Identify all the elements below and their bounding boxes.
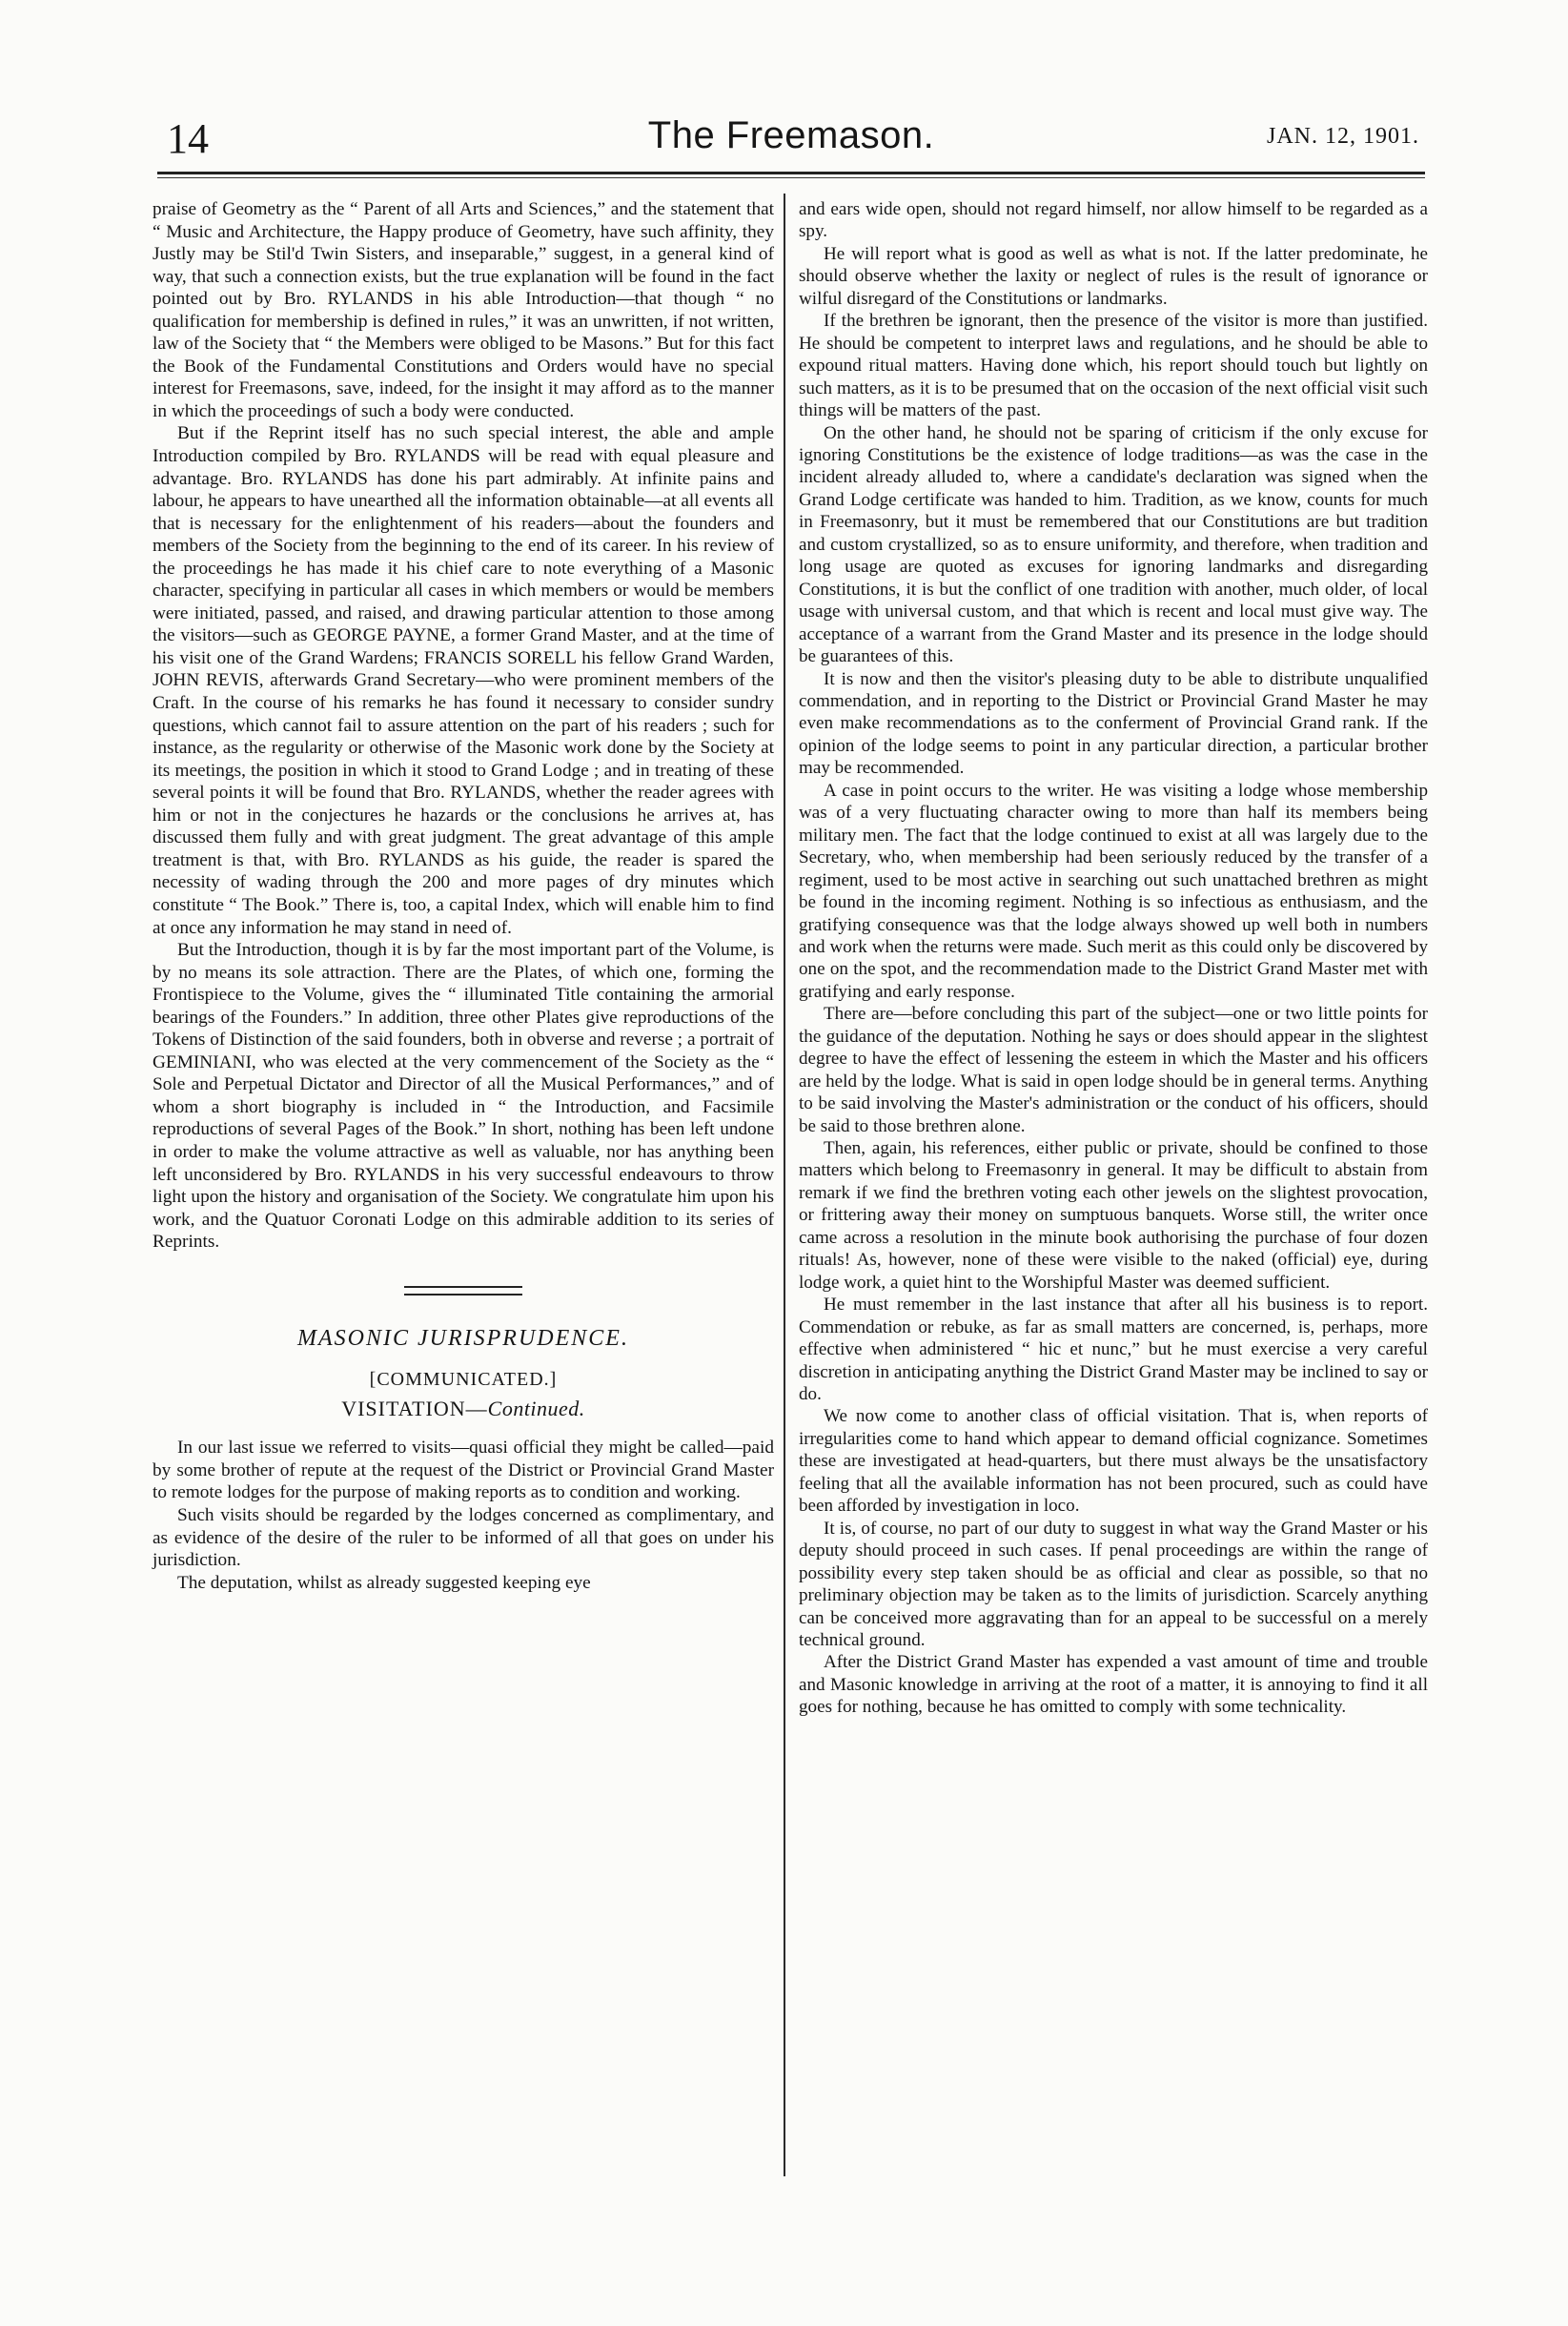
section-divider — [404, 1286, 522, 1296]
article-paragraph: On the other hand, he should not be sparing of criticism if the only excuse for ignoring Constitutions be the existence of lodge traditions—as was the case in the incident already alluded to, where a candidate's declaration was signed when the Grand Lodge certificate was handed to him. Tradition, as we know, counts for much in Freemasonry, but it must be remembered that our Constitutions are but tradition and custom crystallized, so as to ensure uniformity, and therefore, when tradition and long usage are quoted as excuses for ignoring landmarks and disregarding Constitutions, it is but the conflict of one tradition with another, much older, of local usage with universal custom, and that which is recent and local must give way. The acceptance of a warrant from the Grand Master and its presence in the lodge should be guarantees of this. — [799, 422, 1428, 667]
article-paragraph: and ears wide open, should not regard himself, nor allow himself to be regarded as a spy. — [799, 199, 1428, 242]
subheading-text: VISITATION— — [341, 1396, 488, 1420]
article-paragraph: Then, again, his references, either public or private, should be confined to those matters which belong to Freemasonry in general. It may be difficult to abstain from remark if we find the brethren voting each other jewels on the slightest provocation, or frittering away their money on sumptuous banquets. Worse still, the writer once came across a resolution in the minute book authorising the purchase of four dozen rituals! As, however, none of these were visible to the naked (official) eye, during lodge work, a quiet hint to the Worshipful Master was deemed sufficient. — [799, 1138, 1428, 1293]
article-paragraph: But the Introduction, though it is by far the most important part of the Volume, is by no means its sole attraction. There are the Plates, of which one, forming the Frontispiece to the Volume, gives the “ illuminated Title containing the armorial bearings of the Founders.” In addition, three other Plates give reproductions of the Tokens of Distinction of the said founders, both in obverse and reverse ; a portrait of GEMINIANI, who was elected at the very commencement of the Society as the “ Sole and Perpetual Dictator and Director of all the Musical Performances,” and of whom a short biography is included in “ the Introduction, and Facsimile reproductions of several Pages of the Book.” In short, nothing has been left undone in order to make the volume attractive as well as valuable, nor has anything been left unconsidered by Bro. RYLANDS in his very successful endeavours to throw light upon the history and organisation of the Society. We congratulate him upon his work, and the Quatuor Coronati Lodge on this admirable addition to its series of Reprints. — [153, 940, 774, 1253]
article-paragraph: It is, of course, no part of our duty to suggest in what way the Grand Master or his deputy should proceed in such cases. If penal proceedings are within the range of possibility every step taken should be as official and clear as possible, so that no preliminary objection may be taken as to the limits of jurisdiction. Scarcely anything can be conceived more aggravating than for an appeal to be successful on a merely technical ground. — [799, 1518, 1428, 1650]
section-subheading — [153, 1398, 774, 1420]
article-paragraph: After the District Grand Master has expended a vast amount of time and trouble and Masonic knowledge in arriving at the root of a matter, it is annoying to find it all goes for nothing, because he has omitted to comply with some technicality. — [799, 1652, 1428, 1718]
article-paragraph: A case in point occurs to the writer. He was visiting a lodge whose membership was of a very fluctuating character owing to more than half its members being military men. The fact that the lodge continued to exist at all was largely due to the Secretary, who, when membership had been seriously reduced by the transfer of a regiment, used to be most active in searching out such unattached brethren as might be found in the incoming regiment. Nothing is so infectious as enthusiasm, and the gratifying consequence was that the lodge always showed up well both in numbers and work when the returns were made. Such merit as this could only be discovered by one on the spot, and the recommendation made to the District Grand Master met with gratifying and early response. — [799, 780, 1428, 1002]
left-column — [153, 198, 774, 1594]
section-heading: MASONIC JURISPRUDENCE. — [297, 1325, 629, 1351]
journal-title: The Freemason. — [647, 114, 935, 156]
article-paragraph: The deputation, whilst as already suggested keeping eye — [177, 1572, 591, 1593]
header-rule-thick — [157, 172, 1425, 174]
page-number: 14 — [167, 115, 209, 162]
column-divider — [784, 194, 785, 2176]
article-paragraph: If the brethren be ignorant, then the presence of the visitor is more than justified. He should be competent to interpret laws and regulations, and he should be able to expound ritual matters. Having done which, his report should touch but lightly on such matters, as it is to be presumed that on the occasion of the next official visit such things will be matters of the past. — [799, 311, 1428, 421]
article-paragraph: Such visits should be regarded by the lodges concerned as complimentary, and as evidence of the desire of the ruler to be informed of all that goes on under his jurisdiction. — [153, 1504, 774, 1571]
article-paragraph: In our last issue we referred to visits—quasi official they might be called—paid by some brother of repute at the request of the District or Provincial Grand Master to remote lodges for the purpose of making reports as to condition and working. — [153, 1438, 774, 1503]
subheading-continued: Continued. — [487, 1396, 585, 1420]
article-paragraph: He must remember in the last instance that after all his business is to report. Commendation or rebuke, as far as small matters are concerned, is, perhaps, more effective when administered “ hic et nunc,” but he must exercise a very careful discretion in anticipating anything the District Grand Master may be inclined to say or do. — [799, 1295, 1428, 1405]
issue-date: JAN. 12, 1901. — [1266, 124, 1419, 149]
article-paragraph: There are—before concluding this part of the subject—one or two little points for the guidance of the deputation. Nothing he says or does should appear in the slightest degree to have the effect of lessening the esteem in which the Master and his officers are held by the lodge. What is said in open lodge should be in general terms. Anything to be said involving the Master's administration or the conduct of his officers, should be said to those brethren alone. — [799, 1004, 1428, 1136]
communicated-note: [COMMUNICATED.] — [369, 1369, 558, 1391]
article-paragraph: praise of Geometry as the “ Parent of all Arts and Sciences,” and the statement that “ Music and Architecture, the Happy produce of Geometry, have such affinity, they Justly may be Stil'd Twin Sisters, and inseparable,” suggest, in a general kind of way, that such a connection exists, but the true explanation will be found in the fact pointed out by Bro. RYLANDS in his able Introduction—that though “ no qualification for membership is defined in rules,” it was an unwritten, if not written, law of the Society that “ the Members were obliged to be Masons.” But for this fact the Book of the Fundamental Constitutions and Orders would have no special interest for Freemasons, save, indeed, for the insight it may afford as to the manner in which the proceedings of such a body were conducted. — [153, 199, 774, 421]
article-paragraph: But if the Reprint itself has no such special interest, the able and ample Introduction compiled by Bro. RYLANDS will be read with equal pleasure and advantage. Bro. RYLANDS has done his part admirably. At infinite pains and labour, he appears to have unearthed all the information obtainable—at all events all that is necessary for the enlightenment of his readers—about the founders and members of the Society from the beginning to the end of its career. In his review of the proceedings he has made it his chief care to note everything of a Masonic character, specifying in particular all cases in which members or would be members were initiated, passed, and raised, and drawing particular attention to those among the visitors—such as GEORGE PAYNE, a former Grand Master, and at the time of his visit one of the Grand Wardens; FRANCIS SORELL his fellow Grand Warden, JOHN REVIS, afterwards Grand Secretary—who were prominent members of the Craft. In the course of his remarks he has found it necessary to consider sundry questions, which cannot fail to assure attention on the part of his readers ; such for instance, as the regularity or otherwise of the Masonic work done by the Society at its meetings, the position in which it stood to Grand Lodge ; and in treating of these several points it will be found that Bro. RYLANDS, whether the reader agrees with him or not in the conjectures he hazards or the conclusions he arrives at, has discussed them fully and with great judgment. The great advantage of this ample treatment is that, with Bro. RYLANDS as his guide, the reader is spared the necessity of wading through the 200 and more pages of dry minutes which constitute “ The Book.” There is, too, a capital Index, which will enable him to find at once any information he may stand in need of. — [153, 423, 774, 938]
header-rule-thin — [157, 177, 1425, 178]
masthead — [157, 112, 1425, 172]
right-column — [799, 198, 1428, 1719]
article-paragraph: It is now and then the visitor's pleasing duty to be able to distribute unqualified commendation, and in reporting to the District or Provincial Grand Master he may even make recommendations as to the conferment of Provincial Grand rank. If the opinion of the lodge seems to point in any particular direction, a particular brother may be recommended. — [799, 668, 1428, 779]
article-paragraph: We now come to another class of official visitation. That is, when reports of irregularities come to hand which appear to demand official cognizance. Sometimes these are investigated at head-quarters, but there must always be the unsatisfactory feeling that all the available information has not been procured, such as could have been afforded by investigation in loco. — [799, 1406, 1428, 1517]
article-paragraph: He will report what is good as well as what is not. If the latter predominate, he should observe whether the laxity or neglect of rules is the result of ignorance or wilful disregard of the Constitutions or landmarks. — [799, 243, 1428, 309]
